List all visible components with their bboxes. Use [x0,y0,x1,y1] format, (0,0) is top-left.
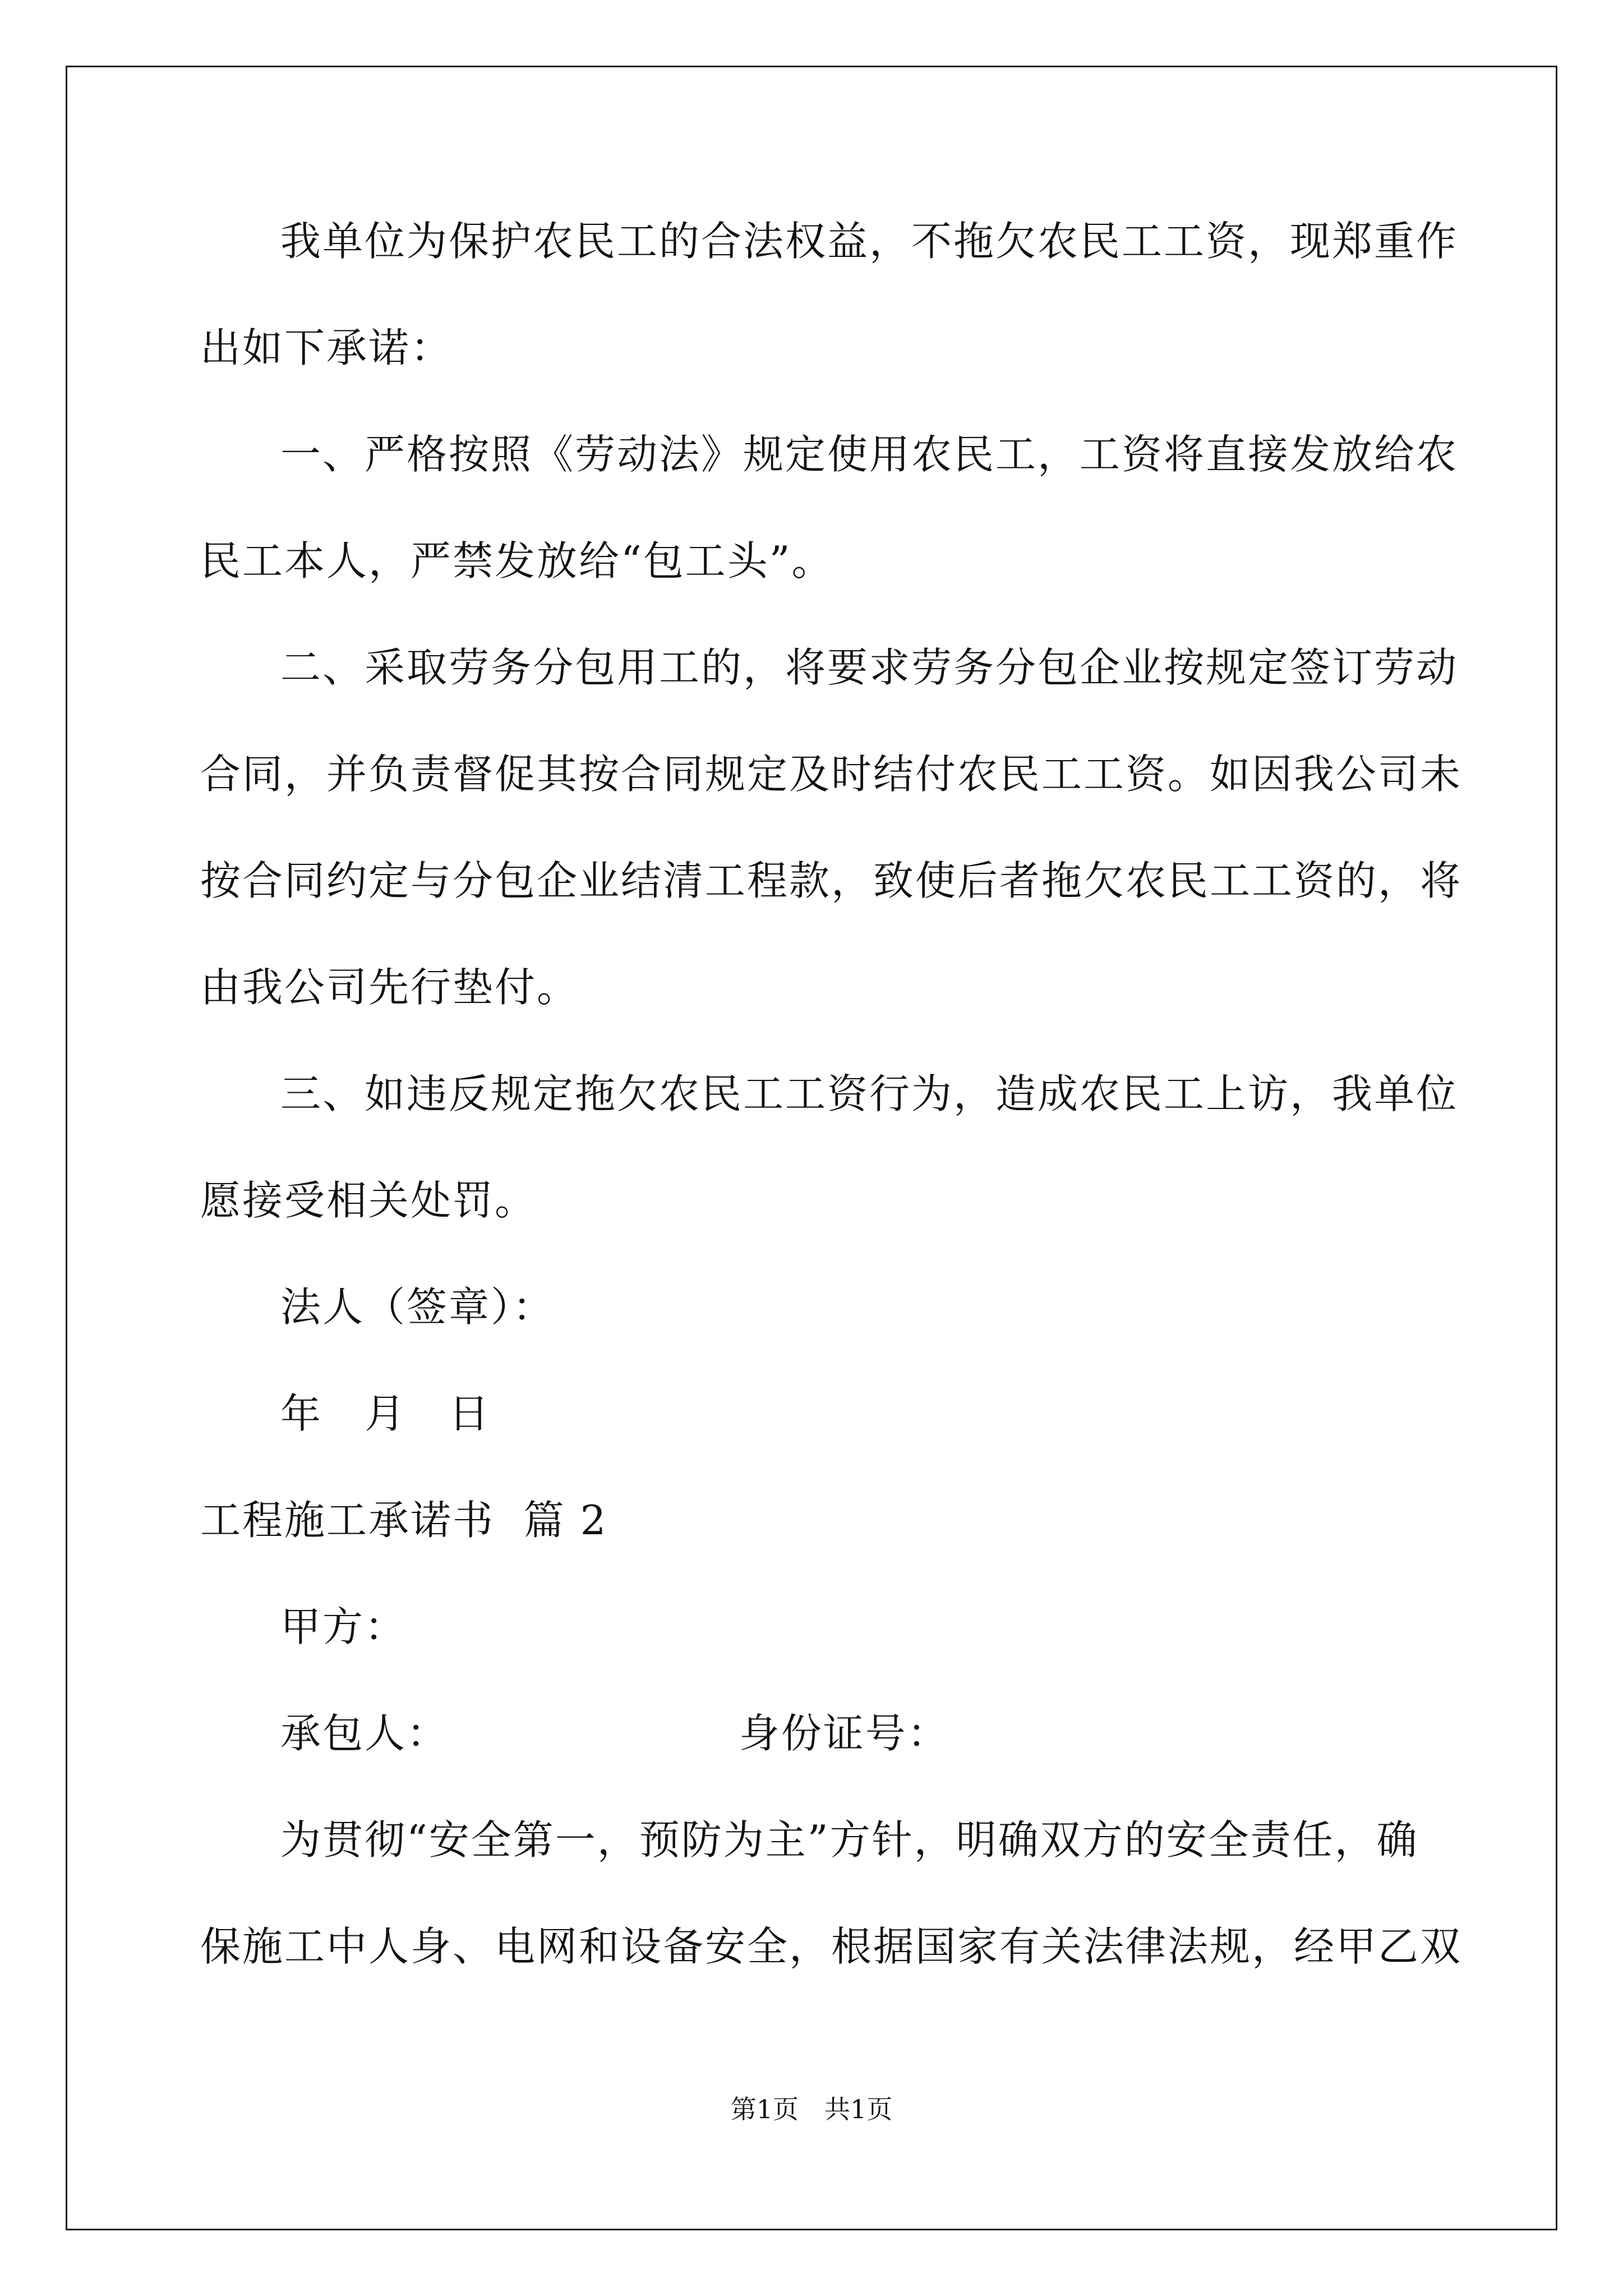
paragraph-line: 合同，并负责督促其按合同规定及时结付农民工工资。如因我公司未 [200,751,1463,798]
section-heading: 工程施工承诺书 篇 2 [200,1497,608,1544]
paragraph-line: 三、如违反规定拖欠农民工工资行为，造成农民工上访，我单位 [280,1070,1459,1117]
page-footer: 第1页 共1页 [730,2094,893,2124]
party-a-label: 甲方： [280,1603,407,1650]
page-border [66,66,1557,2230]
paragraph-line: 民工本人，严禁发放给“包工头”。 [200,537,834,585]
date-label: 年 月 日 [280,1390,491,1437]
paragraph-line: 二、采取劳务分包用工的，将要求劳务分包企业按规定签订劳动 [280,644,1459,691]
paragraph-line: 愿接受相关处罚。 [200,1177,537,1224]
contractor-id-line: 承包人： 身份证号： [280,1710,949,1757]
paragraph-line: 出如下承诺： [200,324,453,371]
paragraph-line: 一、严格按照《劳动法》规定使用农民工，工资将直接发放给农 [280,431,1459,478]
signature-label: 法人（签章）： [280,1283,555,1331]
paragraph-line: 按合同约定与分包企业结清工程款，致使后者拖欠农民工工资的，将 [200,857,1463,904]
paragraph-line: 由我公司先行垫付。 [200,964,579,1011]
paragraph-line: 保施工中人身、电网和设备安全，根据国家有关法律法规，经甲乙双 [200,1923,1463,1970]
paragraph-line: 为贯彻“安全第一，预防为主”方针，明确双方的安全责任，确 [280,1816,1419,1864]
paragraph-line: 我单位为保护农民工的合法权益，不拖欠农民工工资，现郑重作 [280,218,1459,265]
